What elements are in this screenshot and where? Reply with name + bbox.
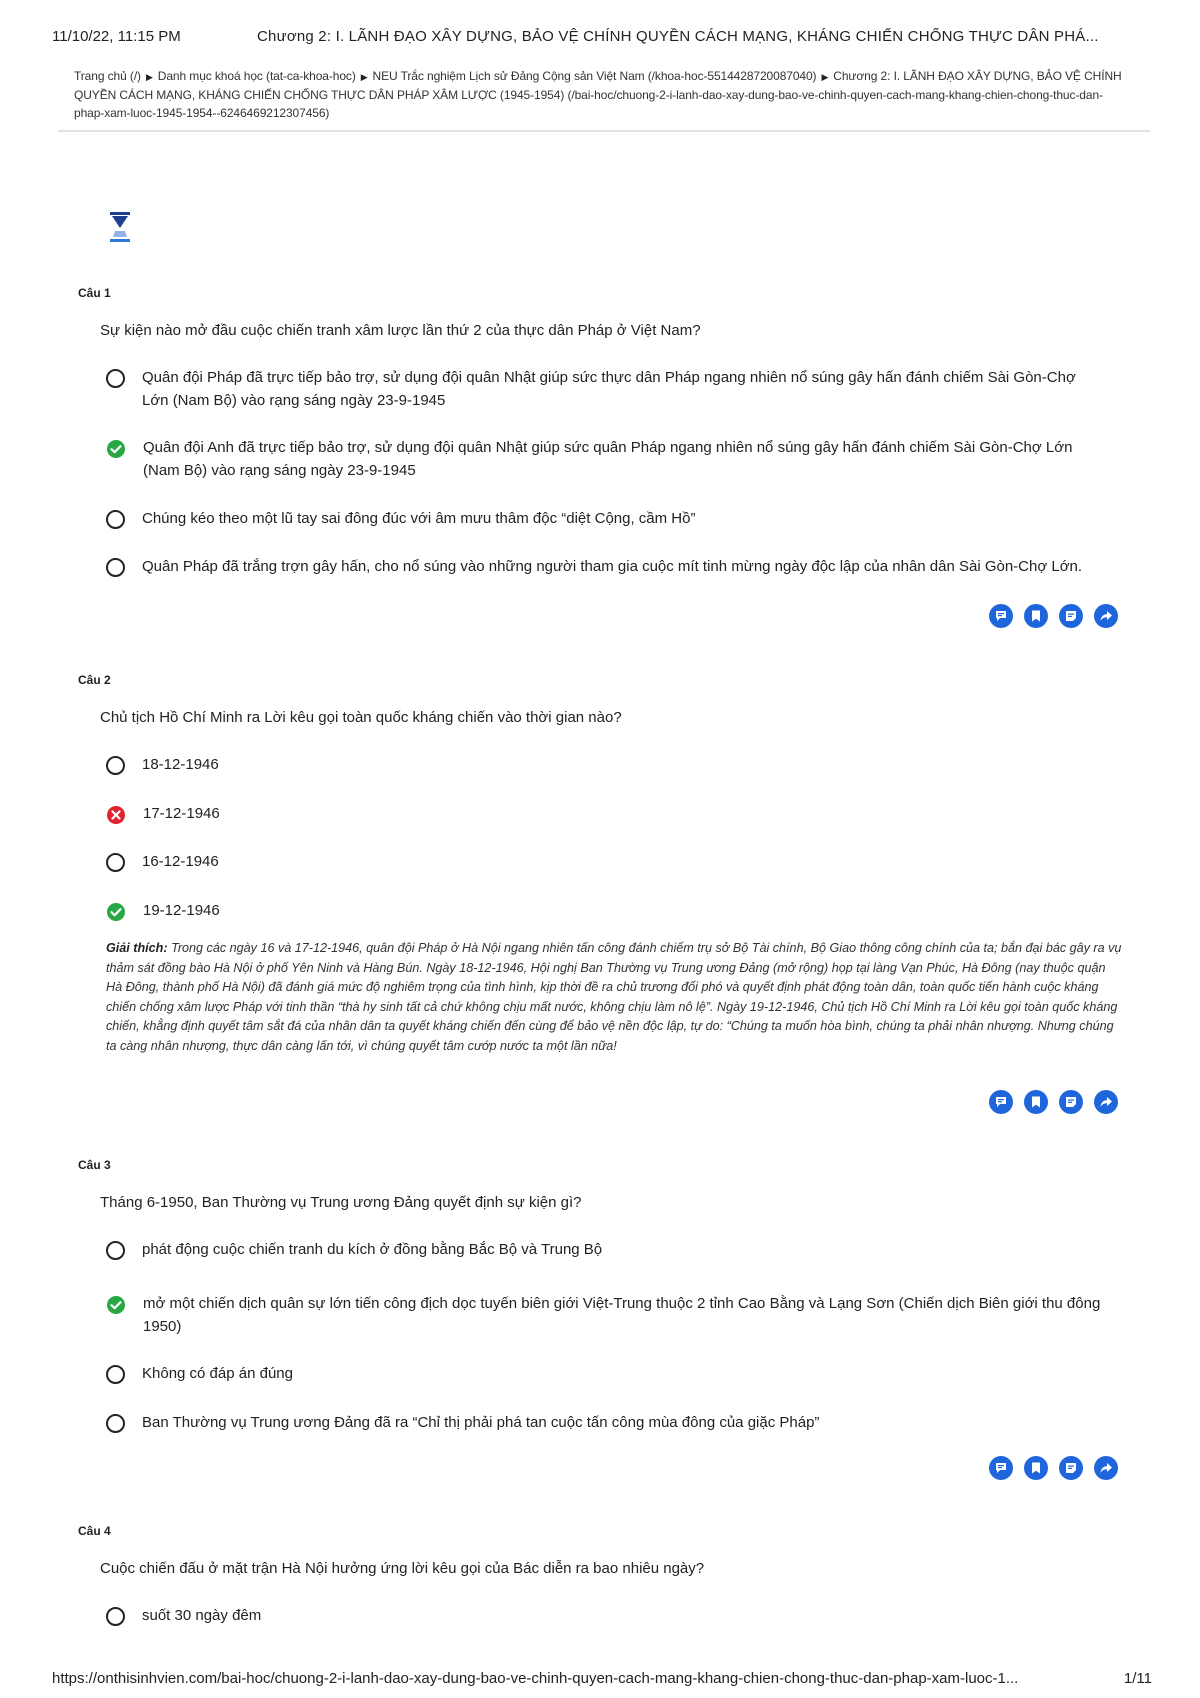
answer-text: Quân đội Pháp đã trực tiếp bảo trợ, sử dụng đội quân Nhật giúp sức thực dân Pháp ngang nhiên nổ súng gây hấn đánh chiếm Sài Gòn-Chợ Lớn (Nam Bộ) vào rạng sáng ngày 23-9-1945	[142, 369, 1076, 409]
header-divider	[58, 130, 1150, 132]
comment-icon	[994, 1095, 1008, 1109]
print-footer	[52, 1670, 1152, 1687]
comment-button[interactable]	[989, 604, 1013, 628]
check-correct-icon	[106, 902, 126, 922]
answer-text: Quân đội Anh đã trực tiếp bảo trợ, sử dụng đội quân Nhật giúp sức quân Pháp ngang nhiên nổ súng gây hấn đánh chiếm Sài Gòn-Chợ Lớn (Nam Bộ) vào rạng sáng ngày 23-9-1945	[143, 439, 1073, 479]
radio-icon[interactable]	[106, 510, 125, 529]
share-button[interactable]	[1094, 1456, 1118, 1480]
radio-icon[interactable]	[106, 1607, 125, 1626]
bookmark-icon	[1029, 1095, 1043, 1109]
radio-icon[interactable]	[106, 756, 125, 775]
check-correct-icon	[106, 1295, 126, 1315]
question-text: Chủ tịch Hồ Chí Minh ra Lời kêu gọi toàn quốc kháng chiến vào thời gian nào?	[100, 709, 622, 726]
note-icon	[1064, 609, 1078, 623]
note-button[interactable]	[1059, 1456, 1083, 1480]
question-3	[78, 1158, 1118, 1431]
explanation-label: Giải thích:	[106, 941, 168, 955]
note-icon	[1064, 1095, 1078, 1109]
question-text: Tháng 6-1950, Ban Thường vụ Trung ương Đảng quyết định sự kiện gì?	[100, 1194, 582, 1211]
question-1	[78, 286, 1118, 575]
check-correct-icon	[106, 439, 126, 459]
breadcrumb	[74, 67, 1130, 122]
answer-option[interactable]	[106, 1238, 1106, 1261]
answer-option[interactable]	[106, 850, 1106, 873]
question-text: Sự kiện nào mở đầu cuộc chiến tranh xâm lược lần thứ 2 của thực dân Pháp ở Việt Nam?	[100, 322, 701, 339]
breadcrumb-separator-icon: ▶	[821, 72, 829, 82]
question-4	[78, 1524, 1118, 1624]
note-button[interactable]	[1059, 1090, 1083, 1114]
breadcrumb-home[interactable]: Trang chủ (/)	[74, 69, 141, 83]
bookmark-button[interactable]	[1024, 604, 1048, 628]
answer-explanation	[106, 939, 1124, 1057]
note-button[interactable]	[1059, 604, 1083, 628]
bookmark-button[interactable]	[1024, 1456, 1048, 1480]
answer-text: mở một chiến dịch quân sự lớn tiến công địch dọc tuyến biên giới Việt-Trung thuộc 2 tỉnh Cao Bằng và Lạng Sơn (Chiến dịch Biên giới thu đông 1950)	[143, 1295, 1101, 1335]
hourglass-logo-icon	[108, 211, 132, 243]
radio-icon[interactable]	[106, 1241, 125, 1260]
breadcrumb-courses[interactable]: Danh mục khoá học (tat-ca-khoa-hoc)	[157, 69, 356, 83]
question-actions	[989, 1090, 1118, 1114]
answer-option[interactable]	[106, 899, 1106, 922]
answer-text: Không có đáp án đúng	[142, 1365, 293, 1382]
radio-icon[interactable]	[106, 853, 125, 872]
question-label: Câu 4	[78, 1524, 111, 1538]
print-title: Chương 2: I. LÃNH ĐẠO XÂY DỰNG, BẢO VỆ CHÍNH QUYỀN CÁCH MẠNG, KHÁNG CHIẾN CHỐNG THỰC DÂN PHÁ...	[257, 28, 1099, 45]
question-text: Cuộc chiến đấu ở mặt trận Hà Nội hưởng ứng lời kêu gọi của Bác diễn ra bao nhiêu ngày?	[100, 1560, 705, 1577]
answer-option[interactable]	[106, 802, 1106, 825]
page-url: https://onthisinhvien.com/bai-hoc/chuong-2-i-lanh-dao-xay-dung-bao-ve-chinh-quyen-cach-mang-khang-chien-chong-thuc-dan-phap-xam-luoc-1...	[52, 1670, 1019, 1687]
answer-text: Quân Pháp đã trắng trợn gây hấn, cho nổ súng vào những người tham gia cuộc mít tinh mừng ngày độc lập của nhân dân Sài Gòn-Chợ Lớn.	[142, 558, 1083, 575]
answer-text: 19-12-1946	[143, 902, 220, 919]
question-2	[78, 673, 1122, 1053]
answer-text: Chúng kéo theo một lũ tay sai đông đúc với âm mưu thâm độc “diệt Cộng, cầm Hồ”	[142, 510, 696, 527]
radio-icon[interactable]	[106, 369, 125, 388]
answer-option[interactable]	[106, 1362, 1106, 1385]
comment-icon	[994, 1461, 1008, 1475]
answer-option[interactable]	[106, 1604, 1106, 1627]
answer-option[interactable]	[106, 1411, 1106, 1434]
answer-option[interactable]	[106, 555, 1106, 578]
answer-option[interactable]	[106, 1292, 1106, 1338]
question-actions	[989, 1456, 1118, 1480]
answer-text: 18-12-1946	[142, 756, 219, 773]
comment-button[interactable]	[989, 1090, 1013, 1114]
comment-icon	[994, 609, 1008, 623]
answer-text: 17-12-1946	[143, 805, 220, 822]
answer-option[interactable]	[106, 436, 1106, 482]
print-header	[52, 28, 1152, 45]
question-actions	[989, 604, 1118, 628]
radio-icon[interactable]	[106, 558, 125, 577]
answer-text: suốt 30 ngày đêm	[142, 1607, 262, 1624]
breadcrumb-separator-icon: ▶	[360, 72, 368, 82]
answer-option[interactable]	[106, 507, 1106, 530]
bookmark-icon	[1029, 1461, 1043, 1475]
explanation-text: Trong các ngày 16 và 17-12-1946, quân đội Pháp ở Hà Nội ngang nhiên tấn công đánh chiếm trụ sở Bộ Tài chính, Bộ Giao thông công chính của ta; bắn đại bác gây ra vụ thảm sát đồng bào Hà Nội ở phố Yên Ninh và Hàng Bún. Ngày 18-12-1946, Hội nghị Ban Thường vụ Trung ương Đảng (mở rộng) họp tại làng Vạn Phúc, Hà Đông (nay thuộc quận Hà Đông, thành phố Hà Nội) đã đánh giá mức độ nghiêm trọng của tình hình, kịp thời đề ra chủ trương đối phó và quyết định phát động toàn dân, toàn quốc tiến hành cuộc kháng chiến chống xâm lược Pháp với tinh thần “thà hy sinh tất cả chứ không chịu mất nước, không chịu làm nô lệ”. Ngày 19-12-1946, Chủ tịch Hồ Chí Minh ra Lời kêu gọi toàn quốc kháng chiến, khẳng định quyết tâm sắt đá của nhân dân ta quyết kháng chiến đến cùng để bảo vệ nền độc lập, tự do: “Chúng ta muốn hòa bình, chúng ta phải nhân nhượng. Nhưng chúng ta càng nhân nhượng, thực dân càng lấn tới, vì chúng quyết tâm cướp nước ta một lần nữa!	[106, 941, 1122, 1053]
answer-option[interactable]	[106, 753, 1106, 776]
share-button[interactable]	[1094, 604, 1118, 628]
radio-icon[interactable]	[106, 1365, 125, 1384]
answer-option[interactable]	[106, 366, 1106, 412]
comment-button[interactable]	[989, 1456, 1013, 1480]
radio-icon[interactable]	[106, 1414, 125, 1433]
question-label: Câu 3	[78, 1158, 111, 1172]
question-label: Câu 1	[78, 286, 111, 300]
share-button[interactable]	[1094, 1090, 1118, 1114]
note-icon	[1064, 1461, 1078, 1475]
answer-text: 16-12-1946	[142, 853, 219, 870]
cross-wrong-icon	[106, 805, 126, 825]
breadcrumb-lesson[interactable]: Chương 2: I. LÃNH ĐẠO XÂY DỰNG, BẢO VỆ CHÍNH QUYỀN CÁCH MẠNG, KHÁNG CHIẾN CHỐNG THỰC DÂN PHÁP XÂM LƯỢC (1945-1954) (/bai-hoc/chuong-2-i-lanh-dao-xay-dung-bao-ve-chinh-quyen-cach-mang-khang-chien-chong-thuc-dan-phap-xam-luoc-1945-1954--6246469212307456)	[74, 69, 1122, 120]
answer-text: phát động cuộc chiến tranh du kích ở đồng bằng Bắc Bộ và Trung Bộ	[142, 1241, 603, 1258]
share-icon	[1099, 609, 1113, 623]
answer-text: Ban Thường vụ Trung ương Đảng đã ra “Chỉ thị phải phá tan cuộc tấn công mùa đông của giặc Pháp”	[142, 1414, 820, 1431]
print-datetime: 11/10/22, 11:15 PM	[52, 28, 181, 45]
breadcrumb-course[interactable]: NEU Trắc nghiệm Lịch sử Đảng Cộng sản Việt Nam (/khoa-hoc-5514428720087040)	[372, 69, 817, 83]
bookmark-button[interactable]	[1024, 1090, 1048, 1114]
page-number: 1/11	[1123, 1670, 1152, 1687]
bookmark-icon	[1029, 609, 1043, 623]
breadcrumb-separator-icon: ▶	[145, 72, 153, 82]
question-label: Câu 2	[78, 673, 111, 687]
share-icon	[1099, 1461, 1113, 1475]
share-icon	[1099, 1095, 1113, 1109]
